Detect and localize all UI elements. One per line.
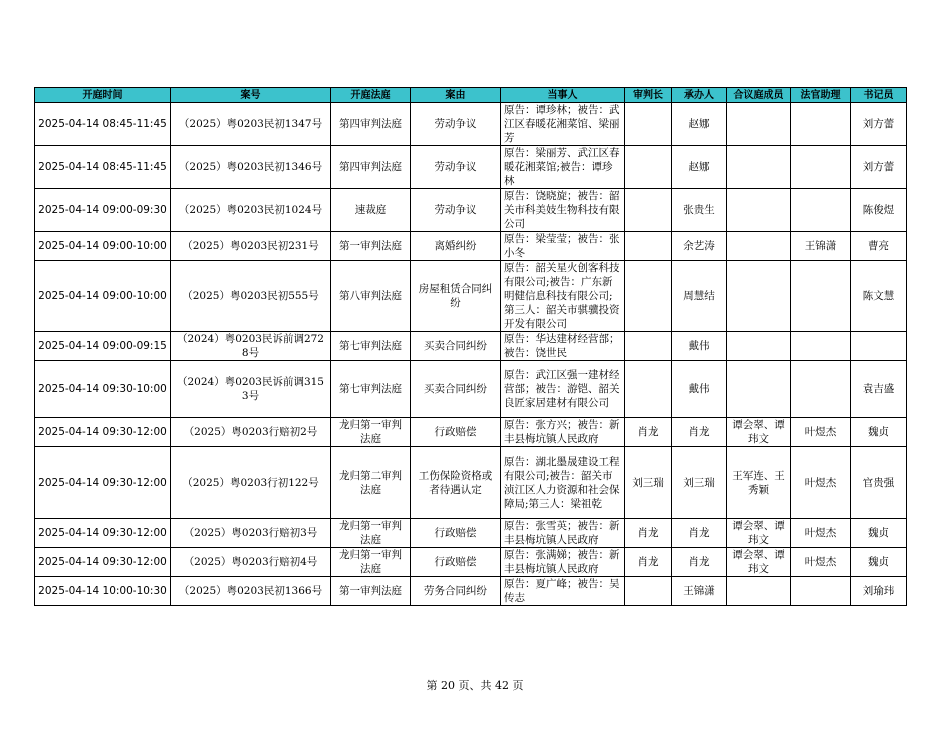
- handler-cell: 戴伟: [672, 361, 727, 418]
- table-row: [35, 261, 907, 332]
- case-number-cell: （2025）粤0203民初231号: [171, 232, 331, 261]
- table-row: [35, 577, 907, 606]
- handler-cell: 赵娜: [672, 103, 727, 146]
- presiding-judge-cell: 刘三瑞: [625, 447, 672, 519]
- panel-cell: [727, 103, 791, 146]
- presiding-judge-cell: 肖龙: [625, 519, 672, 548]
- time-cell: 2025-04-14 09:30-12:00: [35, 418, 171, 447]
- case-number-cell: （2025）粤0203民初1024号: [171, 189, 331, 232]
- cause-cell: 行政赔偿: [411, 548, 501, 577]
- parties-cell: 原告：武江区强一建材经营部；被告：游铠、韶关良匠家居建材有限公司: [501, 361, 625, 418]
- page-footer: 第 20 页、共 42 页: [426, 679, 524, 692]
- time-cell: 2025-04-14 09:30-12:00: [35, 447, 171, 519]
- courtroom-cell: 第四审判法庭: [331, 146, 411, 189]
- header-case-number: 案号: [171, 88, 331, 103]
- parties-cell: 原告：韶关星火创客科技有限公司;被告：广东新明健信息科技有限公司;第三人：韶关市骐骥投资开发有限公司: [501, 261, 625, 332]
- assistant-cell: [791, 103, 851, 146]
- presiding-judge-cell: [625, 261, 672, 332]
- parties-cell: 原告：夏广峰；被告：吴传志: [501, 577, 625, 606]
- header-cause: 案由: [411, 88, 501, 103]
- handler-cell: 张贵生: [672, 189, 727, 232]
- assistant-cell: [791, 361, 851, 418]
- case-number-cell: （2024）粤0203民诉前调3153号: [171, 361, 331, 418]
- clerk-cell: 袁吉盛: [851, 361, 907, 418]
- parties-cell: 原告：湖北墨晟建设工程有限公司;被告：韶关市浈江区人力资源和社会保障局;第三人：梁祖乾: [501, 447, 625, 519]
- courtroom-cell: 龙归第一审判法庭: [331, 548, 411, 577]
- cause-cell: 行政赔偿: [411, 418, 501, 447]
- assistant-cell: [791, 146, 851, 189]
- presiding-judge-cell: [625, 189, 672, 232]
- assistant-cell: 叶煜杰: [791, 447, 851, 519]
- case-number-cell: （2025）粤0203民初1346号: [171, 146, 331, 189]
- clerk-cell: 陈俊煜: [851, 189, 907, 232]
- table-row: [35, 548, 907, 577]
- time-cell: 2025-04-14 09:00-10:00: [35, 261, 171, 332]
- header-handler: 承办人: [672, 88, 727, 103]
- handler-cell: 余艺涛: [672, 232, 727, 261]
- assistant-cell: [791, 261, 851, 332]
- case-number-cell: （2025）粤0203民初1347号: [171, 103, 331, 146]
- courtroom-cell: 速裁庭: [331, 189, 411, 232]
- courtroom-cell: 龙归第二审判法庭: [331, 447, 411, 519]
- time-cell: 2025-04-14 09:00-09:15: [35, 332, 171, 361]
- panel-cell: 谭会翠、谭玮文: [727, 519, 791, 548]
- case-number-cell: （2024）粤0203民诉前调2728号: [171, 332, 331, 361]
- time-cell: 2025-04-14 09:30-12:00: [35, 519, 171, 548]
- header-panel: 合议庭成员: [727, 88, 791, 103]
- handler-cell: 戴伟: [672, 332, 727, 361]
- panel-cell: [727, 232, 791, 261]
- courtroom-cell: 第一审判法庭: [331, 577, 411, 606]
- table-row: [35, 418, 907, 447]
- header-row: [35, 88, 907, 103]
- panel-cell: 王军连、王秀颖: [727, 447, 791, 519]
- assistant-cell: 叶煜杰: [791, 418, 851, 447]
- table-row: [35, 519, 907, 548]
- handler-cell: 王锦潇: [672, 577, 727, 606]
- panel-cell: 谭会翠、谭玮文: [727, 418, 791, 447]
- clerk-cell: 刘方蕾: [851, 146, 907, 189]
- assistant-cell: [791, 189, 851, 232]
- header-clerk: 书记员: [851, 88, 907, 103]
- presiding-judge-cell: 肖龙: [625, 548, 672, 577]
- cause-cell: 买卖合同纠纷: [411, 332, 501, 361]
- clerk-cell: 曹亮: [851, 232, 907, 261]
- courtroom-cell: 龙归第一审判法庭: [331, 519, 411, 548]
- cause-cell: 工伤保险资格或者待遇认定: [411, 447, 501, 519]
- table-row: [35, 189, 907, 232]
- panel-cell: [727, 146, 791, 189]
- cause-cell: 劳动争议: [411, 189, 501, 232]
- schedule-table: [34, 87, 907, 606]
- handler-cell: 肖龙: [672, 548, 727, 577]
- time-cell: 2025-04-14 10:00-10:30: [35, 577, 171, 606]
- courtroom-cell: 第一审判法庭: [331, 232, 411, 261]
- time-cell: 2025-04-14 09:00-09:30: [35, 189, 171, 232]
- presiding-judge-cell: 肖龙: [625, 418, 672, 447]
- time-cell: 2025-04-14 09:30-12:00: [35, 548, 171, 577]
- parties-cell: 原告：张雪英；被告：新丰县梅坑镇人民政府: [501, 519, 625, 548]
- parties-cell: 原告：张满娣；被告：新丰县梅坑镇人民政府: [501, 548, 625, 577]
- presiding-judge-cell: [625, 232, 672, 261]
- cause-cell: 买卖合同纠纷: [411, 361, 501, 418]
- courtroom-cell: 龙归第一审判法庭: [331, 418, 411, 447]
- cause-cell: 劳务合同纠纷: [411, 577, 501, 606]
- time-cell: 2025-04-14 08:45-11:45: [35, 103, 171, 146]
- case-number-cell: （2025）粤0203行赔初2号: [171, 418, 331, 447]
- header-presiding-judge: 审判长: [625, 88, 672, 103]
- clerk-cell: 魏贞: [851, 418, 907, 447]
- presiding-judge-cell: [625, 103, 672, 146]
- courtroom-cell: 第八审判法庭: [331, 261, 411, 332]
- header-parties: 当事人: [501, 88, 625, 103]
- time-cell: 2025-04-14 09:30-10:00: [35, 361, 171, 418]
- cause-cell: 离婚纠纷: [411, 232, 501, 261]
- time-cell: 2025-04-14 08:45-11:45: [35, 146, 171, 189]
- presiding-judge-cell: [625, 146, 672, 189]
- handler-cell: 赵娜: [672, 146, 727, 189]
- case-number-cell: （2025）粤0203行赔初3号: [171, 519, 331, 548]
- clerk-cell: 陈文慧: [851, 261, 907, 332]
- parties-cell: 原告：饶晓旋；被告：韶关市科美妓生物科技有限公司: [501, 189, 625, 232]
- cause-cell: 劳动争议: [411, 103, 501, 146]
- panel-cell: [727, 577, 791, 606]
- parties-cell: 原告：谭珍林；被告：武江区春暖花湘菜馆、梁丽芳: [501, 103, 625, 146]
- cause-cell: 行政赔偿: [411, 519, 501, 548]
- panel-cell: [727, 189, 791, 232]
- courtroom-cell: 第七审判法庭: [331, 361, 411, 418]
- parties-cell: 原告：梁丽芳、武江区春暖花湘菜馆;被告：谭珍林: [501, 146, 625, 189]
- panel-cell: [727, 361, 791, 418]
- case-number-cell: （2025）粤0203民初555号: [171, 261, 331, 332]
- parties-cell: 原告：华达建材经营部；被告：饶世民: [501, 332, 625, 361]
- clerk-cell: 刘方蕾: [851, 103, 907, 146]
- table-row: [35, 447, 907, 519]
- presiding-judge-cell: [625, 332, 672, 361]
- handler-cell: 肖龙: [672, 519, 727, 548]
- case-number-cell: （2025）粤0203行初122号: [171, 447, 331, 519]
- cause-cell: 房屋租赁合同纠纷: [411, 261, 501, 332]
- assistant-cell: 叶煜杰: [791, 519, 851, 548]
- cause-cell: 劳动争议: [411, 146, 501, 189]
- header-courtroom: 开庭法庭: [331, 88, 411, 103]
- presiding-judge-cell: [625, 577, 672, 606]
- case-number-cell: （2025）粤0203民初1366号: [171, 577, 331, 606]
- header-assistant: 法官助理: [791, 88, 851, 103]
- presiding-judge-cell: [625, 361, 672, 418]
- table-row: [35, 146, 907, 189]
- assistant-cell: 王锦潇: [791, 232, 851, 261]
- handler-cell: 刘三瑞: [672, 447, 727, 519]
- header-time: 开庭时间: [35, 88, 171, 103]
- parties-cell: 原告：张方兴；被告：新丰县梅坑镇人民政府: [501, 418, 625, 447]
- clerk-cell: [851, 332, 907, 361]
- time-cell: 2025-04-14 09:00-10:00: [35, 232, 171, 261]
- table-row: [35, 332, 907, 361]
- courtroom-cell: 第七审判法庭: [331, 332, 411, 361]
- handler-cell: 周慧结: [672, 261, 727, 332]
- panel-cell: 谭会翠、谭玮文: [727, 548, 791, 577]
- assistant-cell: 叶煜杰: [791, 548, 851, 577]
- case-number-cell: （2025）粤0203行赔初4号: [171, 548, 331, 577]
- table-row: [35, 232, 907, 261]
- clerk-cell: 刘瑜玮: [851, 577, 907, 606]
- clerk-cell: 魏贞: [851, 519, 907, 548]
- assistant-cell: [791, 577, 851, 606]
- parties-cell: 原告：梁莹莹；被告：张小冬: [501, 232, 625, 261]
- assistant-cell: [791, 332, 851, 361]
- panel-cell: [727, 332, 791, 361]
- clerk-cell: 魏贞: [851, 548, 907, 577]
- panel-cell: [727, 261, 791, 332]
- table-row: [35, 103, 907, 146]
- handler-cell: 肖龙: [672, 418, 727, 447]
- clerk-cell: 官贵强: [851, 447, 907, 519]
- courtroom-cell: 第四审判法庭: [331, 103, 411, 146]
- table-row: [35, 361, 907, 418]
